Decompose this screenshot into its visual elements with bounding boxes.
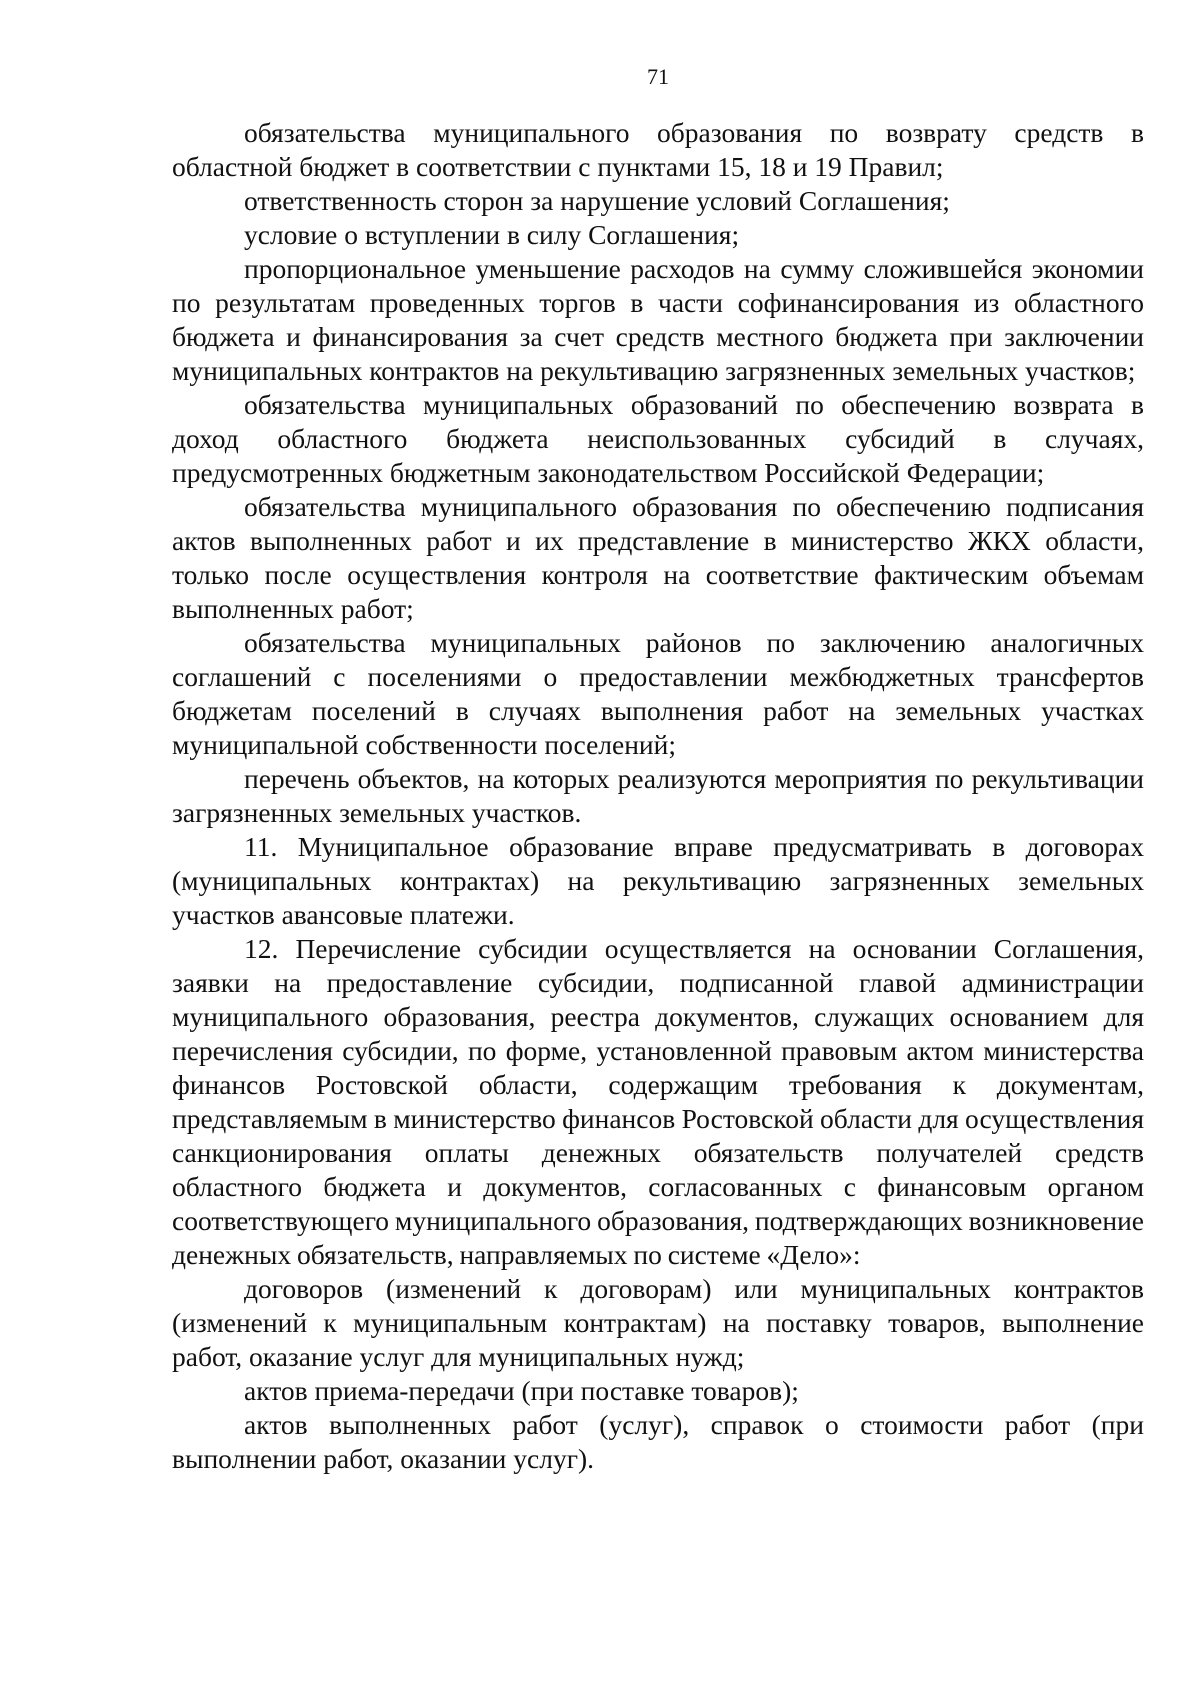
paragraph-municipal-districts: обязательства муниципальных районов по заключению аналогичных соглашений с поселениями о предоставлении межбюджетных трансфертов бюджетам поселений в случаях выполнения работ на земельных участках муниципальной собственности поселений; <box>172 627 1144 760</box>
paragraph-acts-signing: обязательства муниципального образования по обеспечению подписания актов выполненных работ и их представление в министерство ЖКХ области, только после осуществления контроля на соответствие фактическим объемам выполненных работ; <box>172 491 1144 624</box>
paragraph-item-12: 12. Перечисление субсидии осуществляется на основании Соглашения, заявки на предоставление субсидии, подписанной главой администрации муниципального образования, реестра документов, служащих основанием для перечисления субсидии, по форме, установленной правовым актом министерства финансов Ростовской области, содержащим требования к документам, представляемым в министерство финансов Ростовской области для осуществления санкционирования оплаты денежных обязательств получателей средств областного бюджета и документов, согласованных с финансовым органом соответствующего муниципального образования, подтверждающих возникновение денежных обязательств, направляемых по системе «Дело»: <box>172 933 1144 1270</box>
paragraph-item-11: 11. Муниципальное образование вправе предусматривать в договорах (муниципальных контрактах) на рекультивацию загрязненных земельных участков авансовые платежи. <box>172 831 1144 930</box>
paragraph-work-acts: актов выполненных работ (услуг), справок о стоимости работ (при выполнении работ, оказании услуг). <box>172 1409 1144 1474</box>
paragraph-return-obligation: обязательства муниципального образования по возврату средств в областной бюджет в соответствии с пунктами 15, 18 и 19 Правил; <box>172 117 1144 182</box>
paragraph-transfer-acts: актов приема-передачи (при поставке товаров); <box>244 1375 799 1406</box>
paragraph-proportional-reduction: пропорциональное уменьшение расходов на сумму сложившейся экономии по результатам проведенных торгов в части софинансирования из областного бюджета и финансирования за счет средств местного бюджета при заключении муниципальных контрактов на рекультивацию загрязненных земельных участков; <box>172 253 1144 386</box>
paragraph-contracts: договоров (изменений к договорам) или муниципальных контрактов (изменений к муниципальным контрактам) на поставку товаров, выполнение работ, оказание услуг для муниципальных нужд; <box>172 1273 1144 1372</box>
paragraph-objects-list: перечень объектов, на которых реализуются мероприятия по рекультивации загрязненных земельных участков. <box>172 763 1144 828</box>
document-body <box>172 116 1144 1476</box>
page-number: 71 <box>647 64 669 89</box>
paragraph-unused-subsidies: обязательства муниципальных образований по обеспечению возврата в доход областного бюджета неиспользованных субсидий в случаях, предусмотренных бюджетным законодательством Российской Федерации; <box>172 389 1144 488</box>
paragraph-responsibility: ответственность сторон за нарушение условий Соглашения; <box>244 185 950 216</box>
paragraph-entry-into-force: условие о вступлении в силу Соглашения; <box>244 219 740 250</box>
